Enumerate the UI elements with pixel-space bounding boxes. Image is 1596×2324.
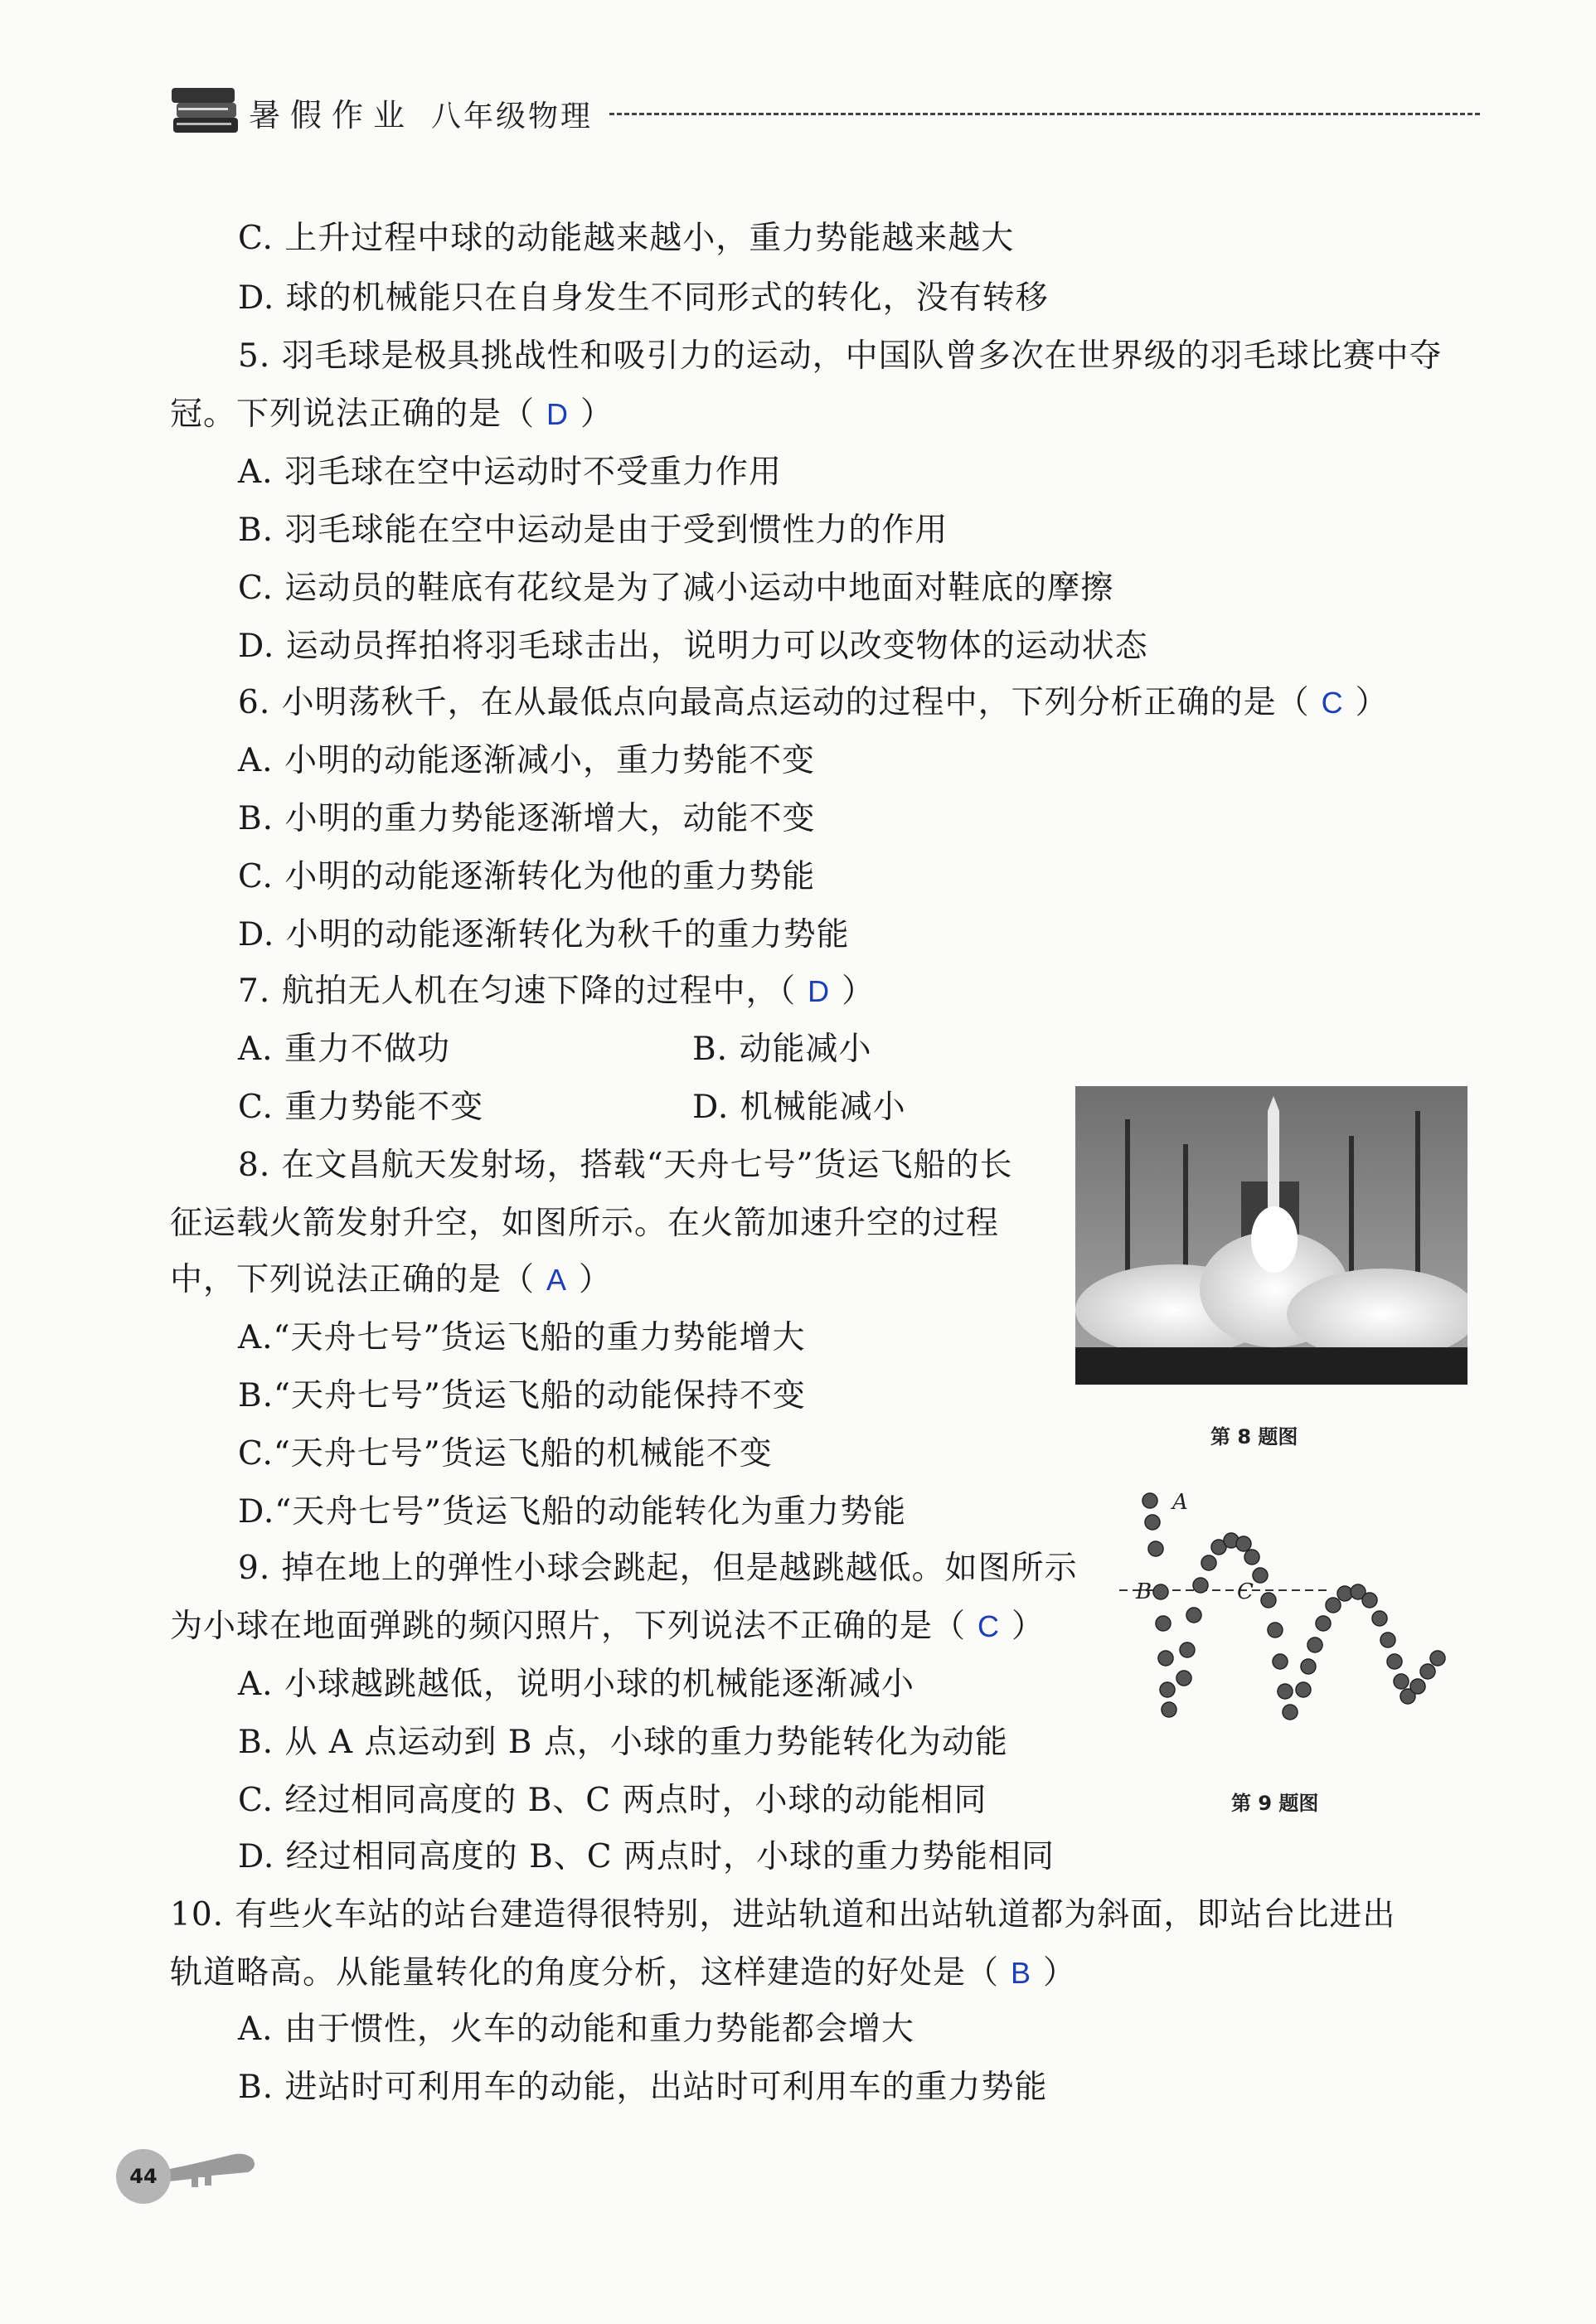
q8-stem: 8. 在文昌航天发射场，搭载“天舟七号”货运飞船的长: [238, 1147, 1013, 1184]
q8-answer: A: [546, 1263, 568, 1297]
series-title: 暑假作业: [249, 97, 415, 133]
q8-option-d: D.“天舟七号”货运飞船的动能转化为重力势能: [238, 1493, 907, 1531]
label-b: B: [1136, 1579, 1152, 1604]
q8-stem-cont: 征运载火箭发射升空，如图所示。在火箭加速升空的过程: [170, 1205, 1000, 1242]
q6-stem: 6. 小明荡秋千，在从最低点向最高点运动的过程中，下列分析正确的是（ C ）: [238, 682, 1389, 725]
page-number: 44: [116, 2149, 171, 2204]
header-divider: [609, 113, 1480, 115]
q7-option-a: A. 重力不做功: [238, 1031, 450, 1068]
q7-option-c: C. 重力势能不变: [238, 1089, 484, 1126]
q7-stem: 7. 航拍无人机在匀速下降的过程中，（ D ）: [238, 970, 875, 1013]
q5-stem-cont: 冠。下列说法正确的是（ D ）: [170, 393, 614, 436]
q9-stem-cont: 为小球在地面弹跳的频闪照片，下列说法不正确的是（ C ）: [170, 1605, 1045, 1648]
q5-option-c: C. 运动员的鞋底有花纹是为了减小运动中地面对鞋底的摩擦: [238, 570, 1114, 607]
q8-option-a: A.“天舟七号”货运飞船的重力势能增大: [238, 1319, 806, 1356]
bouncing-ball-diagram: [1111, 1484, 1476, 1766]
q8-option-c: C.“天舟七号”货运飞船的机械能不变: [238, 1435, 773, 1473]
q6-option-c: C. 小明的动能逐渐转化为他的重力势能: [238, 858, 816, 895]
q6-answer: C: [1321, 686, 1344, 720]
q5-option-b: B. 羽毛球能在空中运动是由于受到惯性力的作用: [238, 512, 948, 549]
q5-stem: 5. 羽毛球是极具挑战性和吸引力的运动，中国队曾多次在世界级的羽毛球比赛中夺: [238, 337, 1443, 375]
q5-option-a: A. 羽毛球在空中运动时不受重力作用: [238, 454, 782, 491]
rocket-launch-photo: [1075, 1086, 1467, 1385]
q9-option-b: B. 从 A 点运动到 B 点，小球的重力势能转化为动能: [238, 1724, 1008, 1761]
q6-option-d: D. 小明的动能逐渐转化为秋千的重力势能: [238, 916, 850, 953]
key-icon: [162, 2147, 261, 2197]
figure8-caption: 第 8 题图: [1210, 1425, 1298, 1448]
q6-option-b: B. 小明的重力势能逐渐增大，动能不变: [238, 800, 816, 837]
q10-stem-cont: 轨道略高。从能量转化的角度分析，这样建造的好处是（ B ）: [170, 1952, 1076, 1995]
q6-option-a: A. 小明的动能逐渐减小，重力势能不变: [238, 742, 815, 779]
q9-stem: 9. 掉在地上的弹性小球会跳起，但是越跳越低。如图所示: [238, 1550, 1078, 1587]
q9-option-c: C. 经过相同高度的 B、C 两点时，小球的动能相同: [238, 1782, 987, 1819]
q9-option-d: D. 经过相同高度的 B、C 两点时，小球的重力势能相同: [238, 1838, 1055, 1875]
q10-option-b: B. 进站时可利用车的动能，出站时可利用车的重力势能: [238, 2069, 1048, 2106]
q8-option-b: B.“天舟七号”货运飞船的动能保持不变: [238, 1377, 806, 1414]
q5-answer: D: [546, 397, 570, 431]
figure9-caption: 第 9 题图: [1231, 1792, 1319, 1815]
q10-option-a: A. 由于惯性，火车的动能和重力势能都会增大: [238, 2011, 914, 2048]
books-icon: [170, 75, 245, 141]
q7-option-b: B. 动能减小: [692, 1031, 872, 1068]
label-c: C: [1237, 1579, 1254, 1604]
q7-option-d: D. 机械能减小: [692, 1089, 906, 1126]
q9-option-a: A. 小球越跳越低，说明小球的机械能逐渐减小: [238, 1666, 914, 1703]
q4-option-d: D. 球的机械能只在自身发生不同形式的转化，没有转移: [238, 279, 1049, 317]
q4-option-c: C. 上升过程中球的动能越来越小，重力势能越来越大: [238, 220, 1015, 257]
ball-positions: [1142, 1493, 1445, 1720]
q10-answer: B: [1011, 1956, 1032, 1990]
q7-answer: D: [808, 974, 831, 1008]
subject-title: 八年级物理: [431, 99, 594, 133]
label-a: A: [1172, 1490, 1188, 1515]
q8-stem-end: 中，下列说法正确的是（ A ）: [170, 1259, 612, 1302]
q9-answer: C: [977, 1609, 1001, 1643]
q5-option-d: D. 运动员挥拍将羽毛球击出，说明力可以改变物体的运动状态: [238, 628, 1148, 665]
q10-stem: 10. 有些火车站的站台建造得很特别，进站轨道和出站轨道都为斜面，即站台比进出: [170, 1896, 1396, 1933]
